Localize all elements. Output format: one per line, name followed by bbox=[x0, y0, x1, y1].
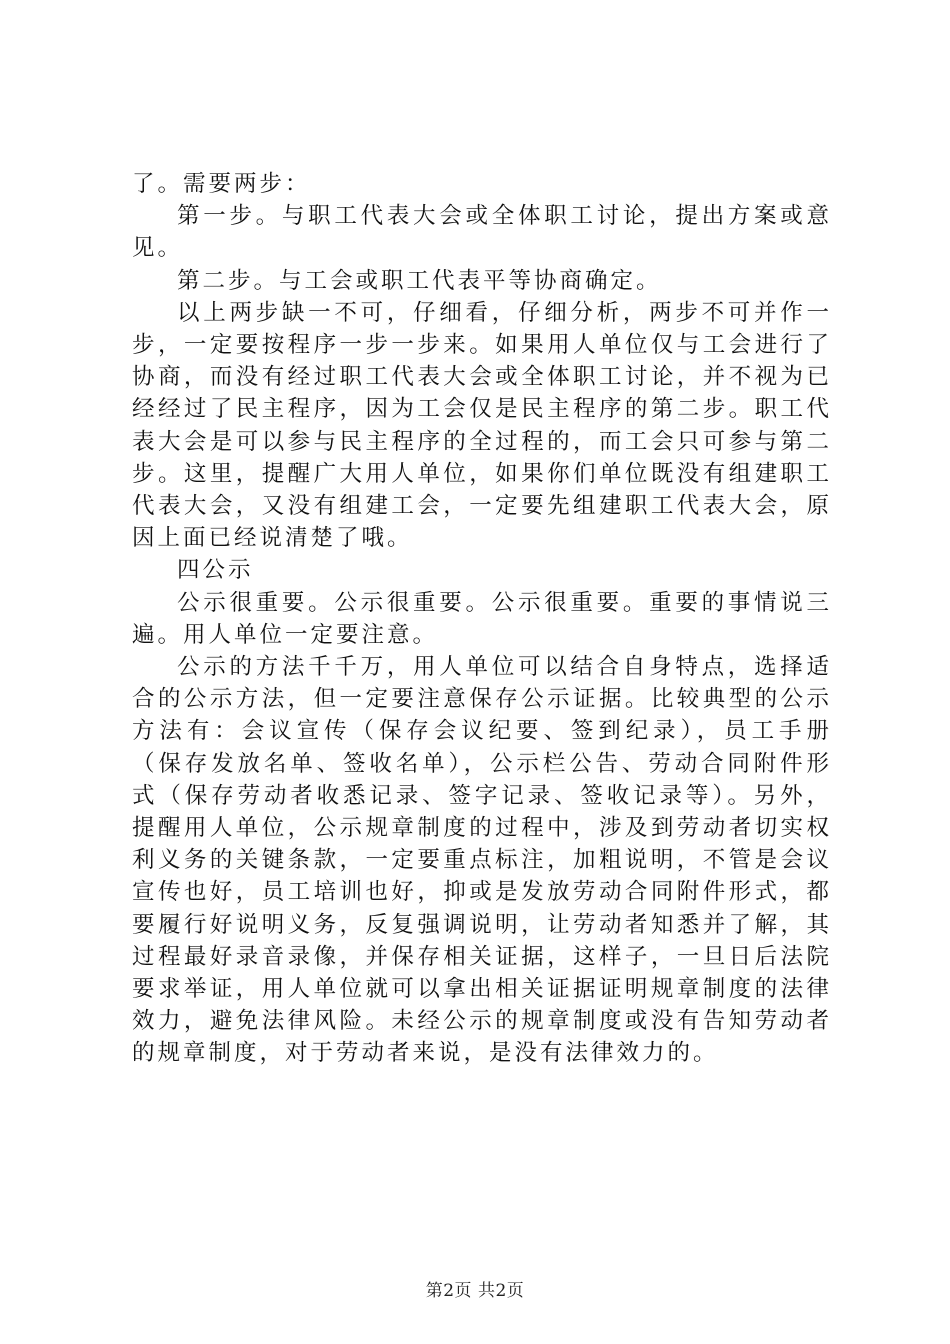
paragraph-publicity-methods: 公示的方法千千万，用人单位可以结合自身特点，选择适合的公示方法，但一定要注意保存公示证据。比较典型的公示方法有：会议宣传（保存会议纪要、签到纪录），员工手册（保存发放名单、签收名单），公示栏公告、劳动合同附件形式（保存劳动者收悉记录、签字记录、签收记录等）。另外，提醒用人单位，公示规章制度的过程中，涉及到劳动者切实权利义务的关键条款，一定要重点标注，加粗说明，不管是会议宣传也好，员工培训也好，抑或是发放劳动合同附件形式，都要履行好说明义务，反复强调说明，让劳动者知悉并了解，其过程最好录音录像，并保存相关证据，这样子，一旦日后法院要求举证，用人单位就可以拿出相关证据证明规章制度的法律效力，避免法律风险。未经公示的规章制度或没有告知劳动者的规章制度，对于劳动者来说，是没有法律效力的。 bbox=[132, 654, 832, 1067]
paragraph-step-one: 第一步。与职工代表大会或全体职工讨论，提出方案或意见。 bbox=[132, 203, 832, 262]
paragraph-publicity-importance: 公示很重要。公示很重要。公示很重要。重要的事情说三遍。用人单位一定要注意。 bbox=[132, 589, 832, 648]
paragraph-continuation: 了。需要两步： bbox=[132, 171, 311, 197]
document-body bbox=[132, 168, 832, 1070]
section-heading-publicity: 四公示 bbox=[177, 557, 254, 584]
paragraph-step-two: 第二步。与工会或职工代表平等协商确定。 bbox=[177, 267, 662, 294]
page-footer: 第2页 共2页 bbox=[425, 1281, 525, 1301]
paragraph-steps-explanation: 以上两步缺一不可，仔细看，仔细分析，两步不可并作一步，一定要按程序一步一步来。如果用人单位仅与工会进行了协商，而没有经过职工代表大会或全体职工讨论，并不视为已经经过了民主程序，因为工会仅是民主程序的第二步。职工代表大会是可以参与民主程序的全过程的，而工会只可参与第二步。这里，提醒广大用人单位，如果你们单位既没有组建职工代表大会，又没有组建工会，一定要先组建职工代表大会，原因上面已经说清楚了哦。 bbox=[132, 299, 832, 552]
